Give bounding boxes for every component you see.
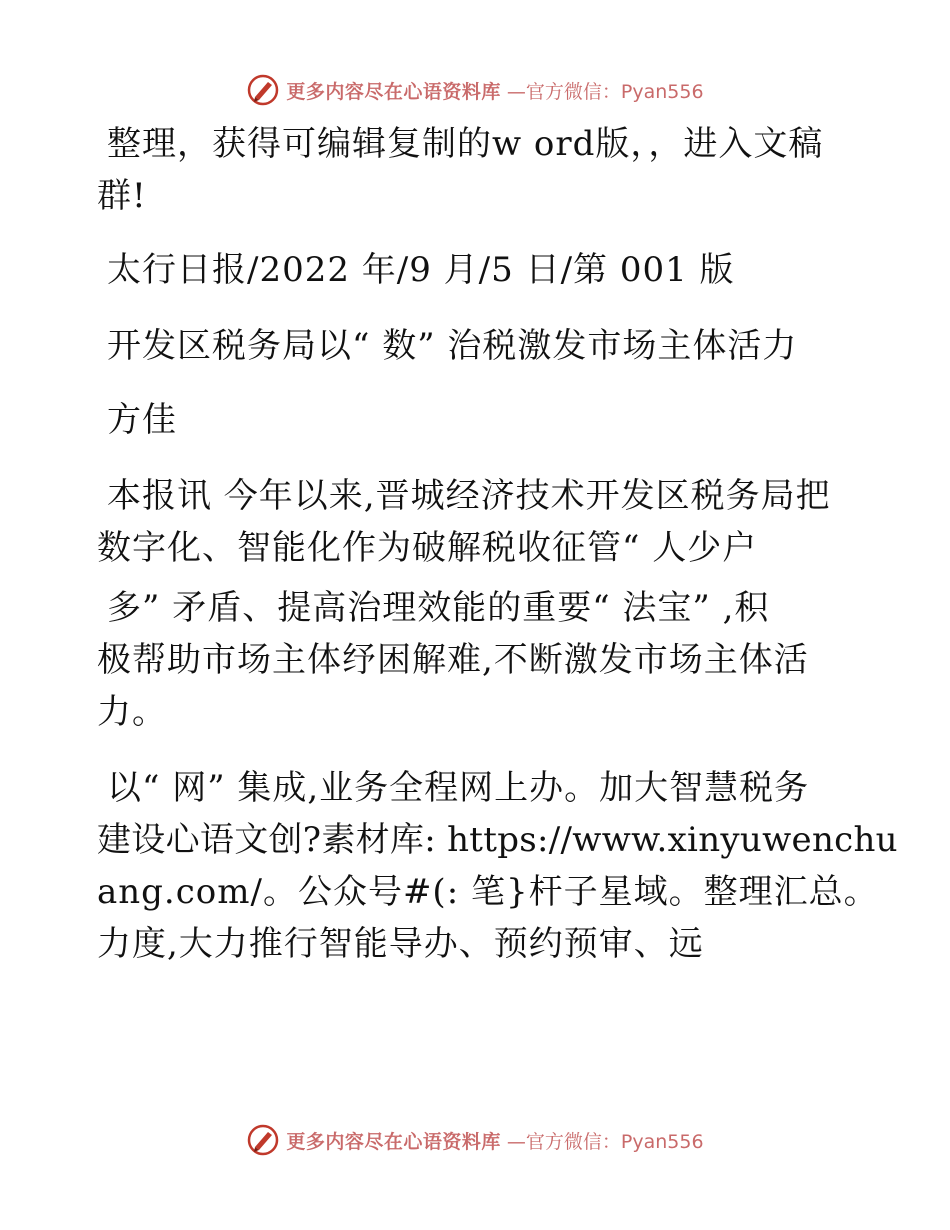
paragraph-line: 多” 矛盾、提高治理效能的重要“ 法宝” ,积 (107, 588, 770, 628)
footer-banner-text: 更多内容尽在心语资料库 (286, 1130, 501, 1153)
pen-circle-logo-icon (246, 1123, 280, 1157)
paragraph-line: 数字化、智能化作为破解税收征管“ 人少户 (97, 528, 758, 568)
pen-circle-logo-icon (246, 73, 280, 107)
paragraph-line: 力度,大力推行智能导办、预约预审、远 (97, 924, 704, 964)
footer-banner (0, 1120, 950, 1160)
paragraph-line: ang.com/。公众号#(: 笔}杆子星域。整理汇总。 (97, 872, 879, 912)
headline: 开发区税务局以“ 数” 治税激发市场主体活力 (107, 326, 798, 366)
document-body (97, 118, 898, 970)
intro-line: 整理，获得可编辑复制的w ord版，，进入文稿 (107, 124, 824, 164)
header-banner-text: 更多内容尽在心语资料库 (286, 80, 501, 103)
paragraph-line: 极帮助市场主体纾困解难,不断激发市场主体活 (97, 640, 809, 680)
paragraph-line: 建设心语文创?素材库: https://www.xinyuwenchu (97, 820, 898, 860)
dateline: 太行日报/2022 年/9 月/5 日/第 001 版 (107, 250, 735, 290)
paragraph-line: 力。 (97, 692, 167, 732)
header-banner-wechat: —官方微信：Pyan556 (506, 80, 704, 103)
intro-line: 群! (97, 176, 147, 216)
author: 方佳 (107, 400, 177, 440)
header-banner (0, 70, 950, 110)
footer-banner-wechat: —官方微信：Pyan556 (506, 1130, 704, 1153)
paragraph-line: 本报讯 今年以来,晋城经济技术开发区税务局把 (107, 476, 831, 516)
paragraph-line: 以“ 网” 集成,业务全程网上办。加大智慧税务 (107, 768, 810, 808)
